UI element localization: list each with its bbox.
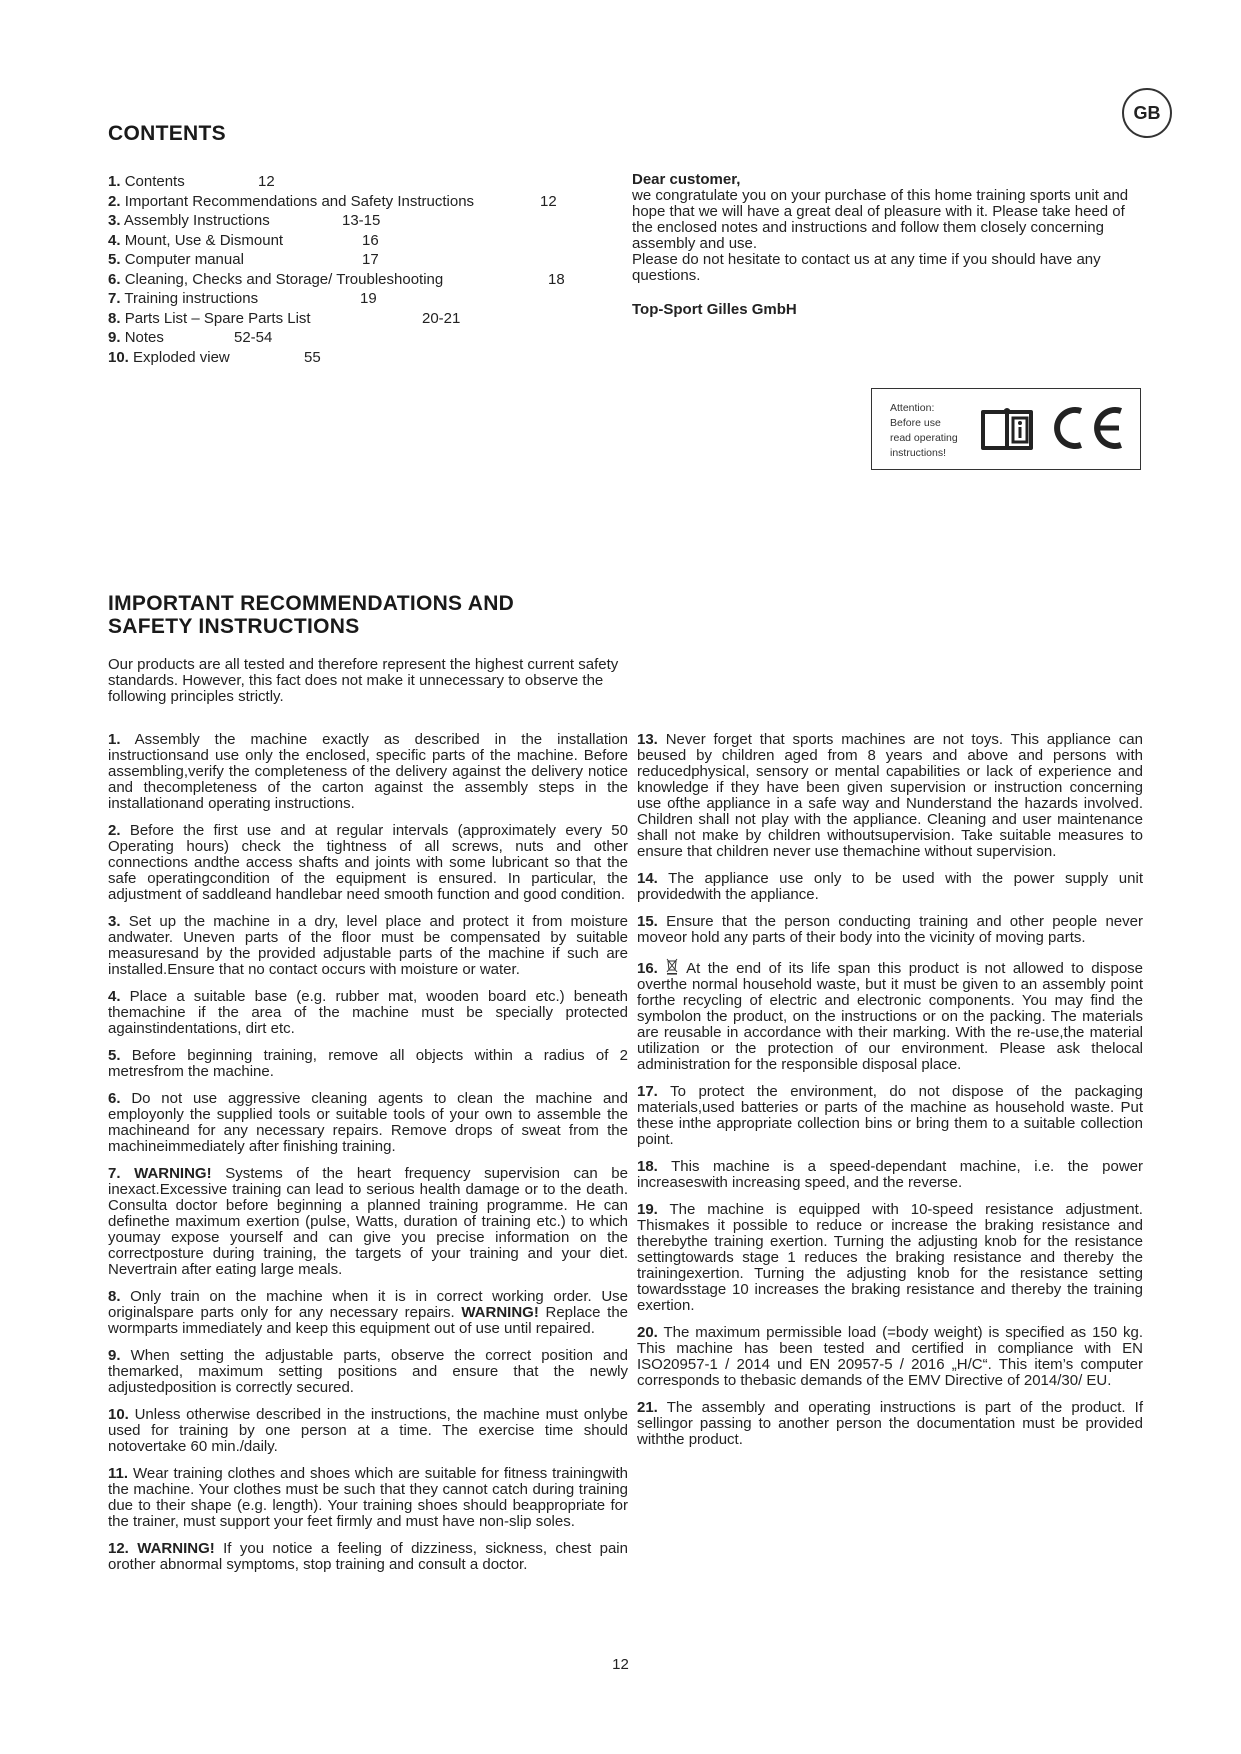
toc-num: 4. <box>108 231 121 249</box>
toc-label: Cleaning, Checks and Storage/ Troubleshooting <box>124 270 444 288</box>
safety-item <box>108 823 628 903</box>
item-number: 8. <box>108 1288 121 1305</box>
item-text: Never forget that sports machines are not toys. This appliance can beused by children aged from 8 years and above and persons with reducedphysical, sensory or mental capabilities or lack of experience and knowledge if they have been given supervision or instruction concerning use ofthe appliance in a safe way and Nunderstand the hazards involved. Children shall not play with the appliance. Cleaning and user maintenance shall not make by children withoutsupervision. Take suitable measures to ensure that children never use themachine without supervision. <box>637 731 1143 860</box>
greeting-body-contact: Please do not hesitate to contact us at any time if you should have any questions. <box>632 251 1101 284</box>
toc-page: 19 <box>360 290 377 307</box>
item-number: 9. <box>108 1347 121 1364</box>
attention-line: Before use <box>890 417 941 429</box>
item-number: 11. <box>108 1465 129 1482</box>
toc-row[interactable] <box>108 289 578 309</box>
safety-item <box>637 957 1143 1073</box>
attention-text <box>890 401 980 461</box>
item-number: 15. <box>637 913 658 930</box>
table-of-contents <box>108 172 578 367</box>
toc-row[interactable] <box>108 250 578 270</box>
item-number: 21. <box>637 1399 658 1416</box>
attention-line: Attention: <box>890 402 935 414</box>
safety-item <box>108 1048 628 1080</box>
page-number: 12 <box>612 1656 629 1673</box>
item-text: This machine is a speed-dependant machine, i.e. the power increaseswith increasing speed, and the reverse. <box>637 1158 1143 1191</box>
item-text: The appliance use only to be used with the power supply unit providedwith the appliance. <box>637 870 1143 903</box>
toc-row[interactable] <box>108 328 578 348</box>
toc-label: Important Recommendations and Safety Instructions <box>124 192 475 210</box>
safety-item <box>108 1289 628 1337</box>
warning-label: WARNING! <box>134 1165 212 1182</box>
toc-row[interactable] <box>108 172 578 192</box>
toc-num: 10. <box>108 348 129 366</box>
item-number: 12. <box>108 1540 129 1557</box>
item-number: 14. <box>637 870 658 887</box>
toc-num: 1. <box>108 173 121 190</box>
item-text: To protect the environment, do not dispose of the packaging materials,used batteries or parts of the machine as household waste. Put these inthe appropriate collection bins or bring them to a suitable collection point. <box>637 1083 1143 1148</box>
safety-title <box>108 592 514 638</box>
toc-row[interactable] <box>108 270 578 290</box>
toc-label: Exploded view <box>133 348 230 366</box>
item-text: Wear training clothes and shoes which are suitable for fitness trainingwith the machine. Your clothes must be such that they cannot catch during training due to their shape (e.g. length). Your training shoes should beappropriate for the trainer, must support your feet firmly and must have non-slip soles. <box>108 1465 629 1530</box>
ce-mark-icon <box>1047 403 1127 453</box>
greeting-body: we congratulate you on your purchase of this home training sports unit and hope that we will have a great deal of pleasure with it. Please take heed of the enclosed notes and instructions and follow them closely concerning assembly and use. <box>632 187 1129 252</box>
item-text: The assembly and operating instructions is part of the product. If sellingor passing to another person the documentation must be provided withthe product. <box>637 1399 1143 1448</box>
item-number: 10. <box>108 1406 129 1423</box>
toc-label: Notes <box>124 329 164 346</box>
attention-notice <box>871 388 1141 470</box>
item-text: When setting the adjustable parts, observe the correct position and themarked, maximum setting positions and ensure that the newly adjustedposition is correctly secured. <box>108 1347 628 1396</box>
item-text: Only train on the machine when it is in correct working order. Use originalspare parts only for any necessary repairs. <box>108 1288 628 1321</box>
attention-line: instructions! <box>890 447 947 459</box>
toc-row[interactable] <box>108 309 578 329</box>
toc-num: 8. <box>108 309 121 327</box>
toc-row[interactable] <box>108 211 578 231</box>
toc-row[interactable] <box>108 348 578 368</box>
item-text: Replace the wormparts immediately and keep this equipment out of use until repaired. <box>108 1304 629 1337</box>
toc-num: 6. <box>108 270 121 288</box>
toc-page: 18 <box>548 270 565 288</box>
safety-item <box>108 732 628 812</box>
item-text: Before the first use and at regular intervals (approximately every 50 Operating hours) check the tightness of all screws, nuts and other connections andthe access shafts and joints with some lubricant so that the safe operatingcondition of the equipment is ensured. In particular, the adjustment of saddleand handlebar need smooth function and good condition. <box>108 822 628 903</box>
toc-row[interactable] <box>108 231 578 251</box>
item-text: Place a suitable base (e.g. rubber mat, wooden board etc.) beneath themachine if the area of the machine must be specially protected againstindentations, dirt etc. <box>108 988 628 1037</box>
item-text: If you notice a feeling of dizziness, sickness, chest pain orother abnormal symptoms, stop training and consult a doctor. <box>108 1540 628 1573</box>
safety-item <box>108 1541 628 1573</box>
item-number: 18. <box>637 1158 658 1175</box>
safety-title-line: SAFETY INSTRUCTIONS <box>108 615 360 638</box>
safety-item <box>637 1325 1143 1389</box>
toc-label: Computer manual <box>124 251 244 268</box>
toc-num: 3. <box>108 212 121 229</box>
item-text: The machine is equipped with 10-speed resistance adjustment. Thismakes it possible to reduce or increase the braking resistance and therebythe training exertion. Turning the adjusting knob for the resistance settingtowards stage 1 reduces the braking resistance and thereby the trainingexertion. Turning the adjusting knob for the resistance setting towardsstage 10 increases the braking resistance and thereby the training exertion. <box>637 1201 1143 1314</box>
toc-label: Contents <box>124 173 185 190</box>
toc-page: 13-15 <box>342 212 381 229</box>
safety-column-right <box>637 732 1143 1459</box>
toc-num: 7. <box>108 290 121 307</box>
toc-row[interactable] <box>108 192 578 212</box>
language-badge: GB <box>1122 88 1172 138</box>
safety-item <box>108 1091 628 1155</box>
item-number: 16. <box>637 960 658 977</box>
safety-item <box>108 1348 628 1396</box>
safety-item <box>108 914 628 978</box>
toc-page: 12 <box>258 173 275 190</box>
company-name: Top-Sport Gilles GmbH <box>632 301 797 318</box>
item-text: Unless otherwise described in the instructions, the machine must onlybe used for training by one person at a time. The exercise time should notovertake 60 min./daily. <box>108 1406 628 1455</box>
safety-item <box>637 1159 1143 1191</box>
item-text: At the end of its life span this product is not allowed to dispose overthe normal household waste, but it must be given to an assembly point forthe recycling of electric and electronic components. You may find the symbolon the product, on the instructions or on the packing. The materials are reusable in accordance with their marking. With the re-use,the material utilization or the protection of our environment. Please ask thelocal administration for the responsible disposal place. <box>637 960 1144 1073</box>
item-text: Do not use aggressive cleaning agents to clean the machine and employonly the supplied tools or suitable tools of your own to assemble the machineand for any necessary repairs. Remove drops of sweat from the machineimmediately after finishing training. <box>108 1090 628 1155</box>
item-number: 19. <box>637 1201 658 1218</box>
safety-item <box>637 1202 1143 1314</box>
safety-item <box>108 1407 628 1455</box>
safety-item <box>637 1400 1143 1448</box>
item-text: Set up the machine in a dry, level place and protect it from moisture andwater. Uneven parts of the floor must be compensated by suitable measuresand by the provided adjustable parts of the machine if such are installed.Ensure that no contact occurs with moisture or water. <box>108 913 629 978</box>
toc-page: 17 <box>362 251 379 268</box>
item-number: 13. <box>637 731 658 748</box>
safety-item <box>108 989 628 1037</box>
toc-page: 52-54 <box>234 329 273 346</box>
item-number: 1. <box>108 731 121 748</box>
toc-label: Mount, Use & Dismount <box>124 231 284 249</box>
read-manual-icon <box>979 404 1035 452</box>
toc-page: 12 <box>540 192 557 210</box>
item-text: Before beginning training, remove all objects within a radius of 2 metresfrom the machine. <box>108 1047 628 1080</box>
greeting-salutation: Dear customer, <box>632 171 741 188</box>
toc-num: 5. <box>108 251 121 268</box>
attention-line: read operating <box>890 432 958 444</box>
warning-label: WARNING! <box>461 1304 539 1321</box>
safety-item <box>637 1084 1143 1148</box>
item-text: Systems of the heart frequency supervision can be inexact.Excessive training can lead to serious health damage or to the death. Consulta doctor before beginning a planned training programme. He can definethe maximum exertion (pulse, Watts, duration of training etc.) to which youmay expose yourself and can give you precise information on the correctposture during training, the targets of your training and your diet. Nevertrain after eating large meals. <box>108 1165 628 1278</box>
toc-label: Assembly Instructions <box>123 212 270 229</box>
item-number: 4. <box>108 988 121 1005</box>
weee-bin-icon <box>665 957 679 975</box>
item-number: 5. <box>108 1047 121 1064</box>
item-number: 2. <box>108 822 121 839</box>
greeting-block <box>632 172 1147 318</box>
safety-item <box>637 914 1143 946</box>
safety-item <box>108 1466 628 1530</box>
item-number: 3. <box>108 913 121 930</box>
toc-page: 20-21 <box>422 309 461 327</box>
item-number: 17. <box>637 1083 658 1100</box>
contents-title: CONTENTS <box>108 122 226 145</box>
safety-item <box>637 732 1143 860</box>
safety-title-line: IMPORTANT RECOMMENDATIONS AND <box>108 592 515 615</box>
item-text: Ensure that the person conducting training and other people never moveor hold any parts of their body into the vicinity of moving parts. <box>637 913 1143 946</box>
toc-label: Parts List – Spare Parts List <box>124 309 311 327</box>
toc-label: Training instructions <box>124 290 259 307</box>
safety-item <box>108 1166 628 1278</box>
toc-num: 2. <box>108 192 121 210</box>
item-number: 6. <box>108 1090 121 1107</box>
item-number: 20. <box>637 1324 658 1341</box>
toc-page: 16 <box>362 231 379 249</box>
item-number: 7. <box>108 1165 121 1182</box>
item-text: Assembly the machine exactly as described in the installation instructionsand use only the enclosed, specific parts of the machine. Before assembling,verify the completeness of the delivery against the delivery notice and thecompleteness of the carton against the assembly steps in the installationand operating instructions. <box>108 731 629 812</box>
item-text: The maximum permissible load (=body weight) is specified as 150 kg. This machine has been tested and certified in compliance with EN ISO20957-1 / 2014 und EN 20957-5 / 2016 „H/C“. This item’s computer corresponds to thebasic demands of the EMV Directive of 2014/30/ EU. <box>637 1324 1143 1389</box>
toc-page: 55 <box>304 348 321 366</box>
safety-column-left <box>108 732 628 1584</box>
safety-item <box>637 871 1143 903</box>
safety-intro: Our products are all tested and therefore represent the highest current safety standards. However, this fact does not make it unnecessary to observe the following principles strictly. <box>108 656 619 705</box>
toc-num: 9. <box>108 329 121 346</box>
warning-label: WARNING! <box>137 1540 215 1557</box>
